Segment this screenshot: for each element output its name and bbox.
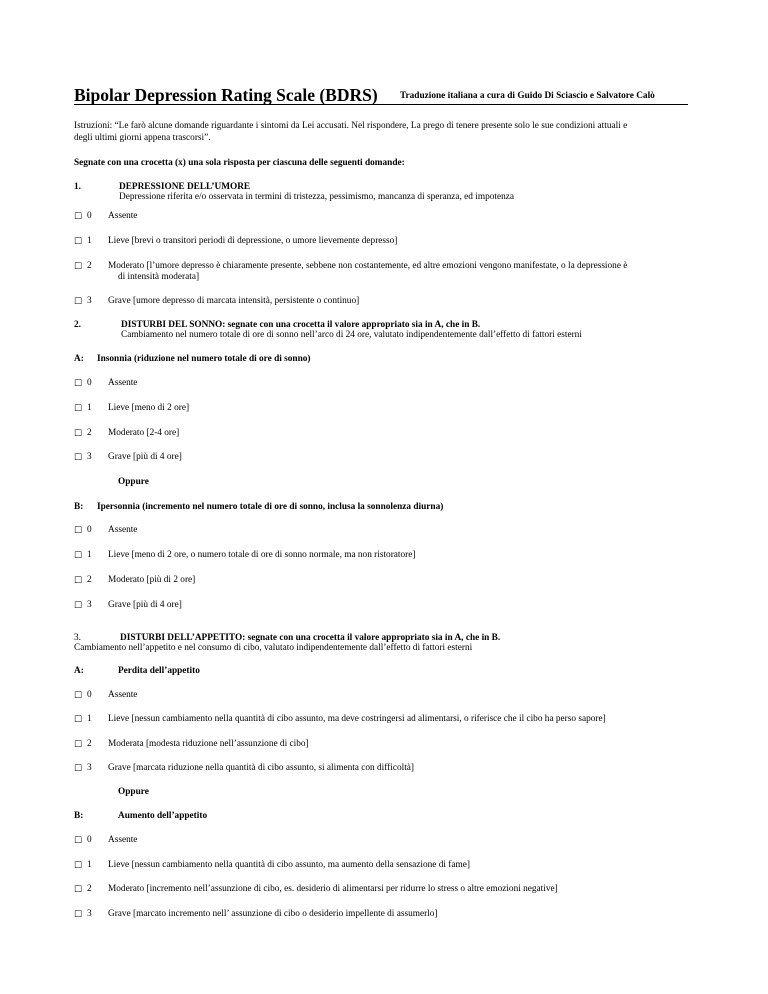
mark-instruction: Segnate con una crocetta (x) una sola risposta per ciascuna delle seguenti domande: xyxy=(74,158,405,168)
option-score: 1 xyxy=(87,714,92,724)
option-label: Assente xyxy=(108,525,138,535)
option-score: 3 xyxy=(87,296,92,306)
checkbox-icon[interactable]: □ xyxy=(74,378,83,388)
option-label: Grave [più di 4 ore] xyxy=(108,452,182,462)
option-label: Moderata [modesta riduzione nell’assunzione di cibo] xyxy=(108,739,309,749)
s1-option-2-continuation: di intensità moderata] xyxy=(118,272,200,282)
checkbox-icon[interactable]: □ xyxy=(74,763,83,773)
option-score: 3 xyxy=(87,763,92,773)
option-score: 0 xyxy=(87,211,92,221)
option-score: 2 xyxy=(87,428,92,438)
option-score: 0 xyxy=(87,525,92,535)
option-label: Moderato [l’umore depresso è chiaramente presente, sebbene non costantemente, ed altre emozioni vengono manifestate, o la depressione è xyxy=(108,261,628,271)
checkbox-icon[interactable]: □ xyxy=(74,296,83,306)
instructions-line-2: degli ultimi giorni appena trascorsi”. xyxy=(74,132,211,143)
checkbox-icon[interactable]: □ xyxy=(74,714,83,724)
option-label: Grave [marcata riduzione nella quantità di cibo assunto, si alimenta con difficoltà] xyxy=(108,763,414,773)
translation-credit: Traduzione italiana a cura di Guido Di Sciascio e Salvatore Calò xyxy=(400,91,655,101)
option-label: Lieve [meno di 2 ore] xyxy=(108,403,190,413)
option-score: 0 xyxy=(87,835,92,845)
option-label: Assente xyxy=(108,835,138,845)
option-label: Lieve [meno di 2 ore, o numero totale di ore di sonno normale, ma non ristoratore] xyxy=(108,550,416,560)
s3-or-label: Oppure xyxy=(118,787,149,797)
checkbox-icon[interactable]: □ xyxy=(74,860,83,870)
option-score: 2 xyxy=(87,884,92,894)
s2a-title: Insonnia (riduzione nel numero totale di ore di sonno) xyxy=(97,354,311,364)
checkbox-icon[interactable]: □ xyxy=(74,403,83,413)
section-1-description: Depressione riferita e/o osservata in termini di tristezza, pessimismo, mancanza di speranza, ed impotenza xyxy=(119,192,514,202)
s3b-label: B: xyxy=(74,811,84,821)
option-score: 1 xyxy=(87,403,92,413)
checkbox-icon[interactable]: □ xyxy=(74,690,83,700)
option-score: 3 xyxy=(87,909,92,919)
section-3-description: Cambiamento nell’appetito e nel consumo di cibo, valutato indipendentemente dall’effetto di fattori esterni xyxy=(74,643,473,653)
page-title: Bipolar Depression Rating Scale (BDRS) xyxy=(74,85,378,105)
option-label: Assente xyxy=(108,211,138,221)
section-2-title: DISTURBI DEL SONNO: segnate con una crocetta il valore appropriato sia in A, che in B. xyxy=(121,320,481,330)
checkbox-icon[interactable]: □ xyxy=(74,739,83,749)
option-score: 1 xyxy=(87,550,92,560)
section-1-number: 1. xyxy=(74,182,81,192)
checkbox-icon[interactable]: □ xyxy=(74,575,83,585)
option-score: 2 xyxy=(87,575,92,585)
section-1-title: DEPRESSIONE DELL’UMORE xyxy=(119,182,251,192)
s2b-title: Ipersonnia (incremento nel numero totale di ore di sonno, inclusa la sonnolenza diurna) xyxy=(97,502,444,512)
s3a-label: A: xyxy=(74,666,84,676)
checkbox-icon[interactable]: □ xyxy=(74,550,83,560)
option-label: Moderato [incremento nell’assunzione di cibo, es. desiderio di alimentarsi per ridurre lo stress o altre emozioni negative] xyxy=(108,884,558,894)
option-score: 1 xyxy=(87,860,92,870)
s2b-label: B: xyxy=(74,502,84,512)
checkbox-icon[interactable]: □ xyxy=(74,600,83,610)
option-label: Grave [marcato incremento nell’ assunzione di cibo o desiderio impellente di assumerlo] xyxy=(108,909,438,919)
checkbox-icon[interactable]: □ xyxy=(74,909,83,919)
s3b-title: Aumento dell’appetito xyxy=(118,811,208,821)
s2a-label: A: xyxy=(74,354,84,364)
checkbox-icon[interactable]: □ xyxy=(74,452,83,462)
option-label: Grave [più di 4 ore] xyxy=(108,600,182,610)
checkbox-icon[interactable]: □ xyxy=(74,236,83,246)
instructions-line-1: Istruzioni: “Le farò alcune domande riguardante i sintomi da Lei accusati. Nel rispondere, La prego di tenere presente solo le sue condizioni attuali e xyxy=(74,121,628,131)
checkbox-icon[interactable]: □ xyxy=(74,835,83,845)
option-label: Lieve [nessun cambiamento nella quantità di cibo assunto, ma deve costringersi ad alimentarsi, o riferisce che il cibo ha perso sapore] xyxy=(108,714,606,724)
title-divider xyxy=(74,104,688,105)
option-label: Moderato [2-4 ore] xyxy=(108,428,180,438)
option-label: Lieve [nessun cambiamento nella quantità di cibo assunto, ma aumento della sensazione di fame] xyxy=(108,860,470,870)
option-label: Grave [umore depresso di marcata intensità, persistente o continuo] xyxy=(108,296,360,306)
option-label: Moderato [più di 2 ore] xyxy=(108,575,196,585)
option-score: 0 xyxy=(87,690,92,700)
option-score: 2 xyxy=(87,739,92,749)
checkbox-icon[interactable]: □ xyxy=(74,428,83,438)
checkbox-icon[interactable]: □ xyxy=(74,525,83,535)
option-score: 1 xyxy=(87,236,92,246)
option-label: Assente xyxy=(108,378,138,388)
option-score: 3 xyxy=(87,452,92,462)
s2-or-label: Oppure xyxy=(118,477,149,487)
section-2-number: 2. xyxy=(74,320,81,330)
option-score: 3 xyxy=(87,600,92,610)
instructions-paragraph xyxy=(74,121,694,144)
checkbox-icon[interactable]: □ xyxy=(74,211,83,221)
option-score: 2 xyxy=(87,261,92,271)
checkbox-icon[interactable]: □ xyxy=(74,261,83,271)
checkbox-icon[interactable]: □ xyxy=(74,884,83,894)
s3a-title: Perdita dell’appetito xyxy=(118,666,200,676)
option-label: Lieve [brevi o transitori periodi di depressione, o umore lievemente depresso] xyxy=(108,236,398,246)
option-label: Assente xyxy=(108,690,138,700)
section-2-description: Cambiamento nel numero totale di ore di sonno nell’arco di 24 ore, valutato indipendentemente dall’effetto di fattori esterni xyxy=(121,330,582,340)
section-3-title: DISTURBI DELL’APPETITO: segnate con una crocetta il valore appropriato sia in A, che in B. xyxy=(120,633,501,643)
section-3-number: 3. xyxy=(74,633,81,643)
option-score: 0 xyxy=(87,378,92,388)
